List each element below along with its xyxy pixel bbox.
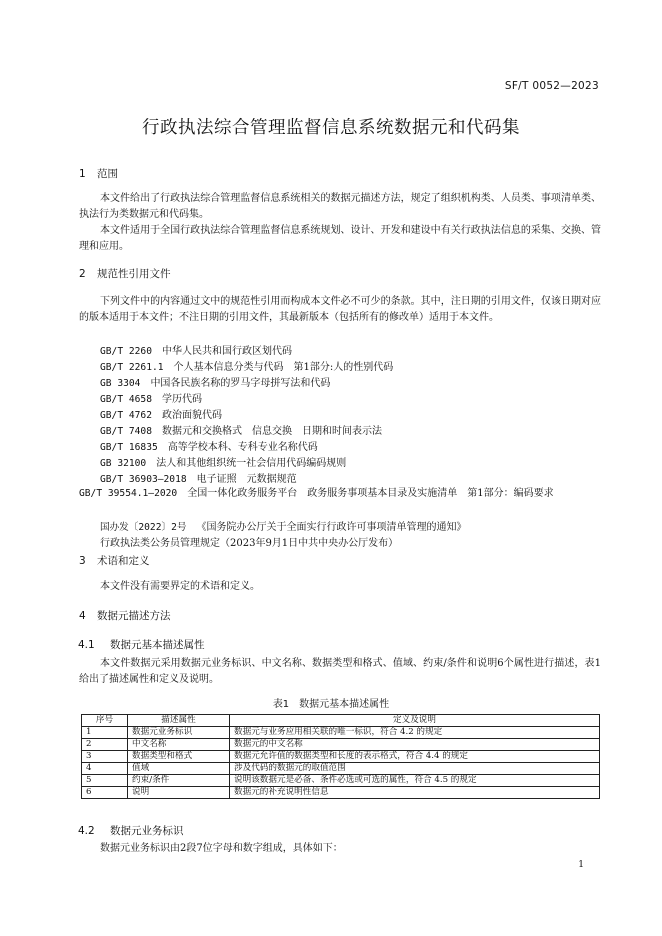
reference-code: GB/T 4658 — [100, 394, 152, 405]
reference-item — [100, 358, 393, 373]
column-header: 描述属性 — [128, 715, 230, 727]
attributes-table — [81, 714, 600, 799]
section-title: 数据元描述方法 — [97, 610, 171, 622]
reference-item — [100, 518, 466, 533]
table-row — [82, 787, 600, 799]
reference-code: GB/T 7408 — [100, 426, 152, 437]
section-number: 3 — [79, 555, 86, 567]
reference-title: 《国务院办公厅关于全面实行行政许可事项清单管理的通知》 — [196, 522, 467, 533]
reference-item — [100, 390, 202, 405]
reference-code: 国办发〔2022〕2号 — [100, 522, 187, 533]
table-cell: 数据元业务标识 — [128, 727, 230, 739]
table-cell: 值域 — [128, 763, 230, 775]
reference-code: GB/T 39554.1—2020 — [79, 488, 178, 499]
references-intro: 下列文件中的内容通过文中的规范性引用而构成本文件必不可少的条款。其中，注日期的引用文件，仅该日期对应的版本适用于本文件；不注日期的引用文件，其最新版本（包括所有的修改单）适用于本文件。 — [79, 296, 601, 323]
attributes-intro: 本文件数据元采用数据元业务标识、中文名称、数据类型和格式、值域、约束/条件和说明6个属性进行描述，表1给出了描述属性和定义及说明。 — [79, 658, 601, 685]
table-cell: 4 — [82, 763, 128, 775]
table-1-caption: 表1 数据元基本描述属性 — [272, 699, 390, 710]
reference-code: GB/T 36903—2018 — [100, 474, 187, 485]
section-3-heading — [79, 553, 150, 568]
reference-title: 学历代码 — [161, 394, 202, 405]
reference-title: 中华人民共和国行政区划代码 — [161, 346, 292, 357]
reference-title: 个人基本信息分类与代码 第1部分:人的性别代码 — [173, 362, 394, 373]
section-title: 范围 — [97, 168, 118, 180]
reference-title: 中国各民族名称的罗马字母拼写法和代码 — [150, 378, 331, 389]
table-cell: 3 — [82, 751, 128, 763]
table-cell: 数据元的中文名称 — [230, 739, 600, 751]
reference-item — [100, 454, 346, 469]
section-number: 4.1 — [78, 639, 95, 651]
standard-code: SF/T 0052—2023 — [504, 80, 599, 92]
section-title: 规范性引用文件 — [97, 268, 171, 280]
section-number: 4 — [79, 610, 86, 622]
table-cell: 说明该数据元是必备、条件必选或可选的属性，符合 4.5 的规定 — [230, 775, 600, 787]
table-cell: 数据类型和格式 — [128, 751, 230, 763]
reference-code: GB/T 2260 — [100, 346, 152, 357]
reference-item — [100, 534, 398, 549]
reference-item — [100, 422, 382, 437]
table-cell: 数据元允许值的数据类型和长度的表示格式，符合 4.4 的规定 — [230, 751, 600, 763]
reference-item — [100, 342, 292, 357]
column-header: 序号 — [82, 715, 128, 727]
section-4-heading — [79, 608, 171, 623]
section-title: 数据元基本描述属性 — [110, 639, 205, 651]
table-header-row — [82, 715, 600, 727]
table-cell: 涉及代码的数据元的取值范围 — [230, 763, 600, 775]
reference-code: GB/T 16835 — [100, 442, 158, 453]
reference-item — [100, 374, 330, 389]
table-cell: 1 — [82, 727, 128, 739]
table-row — [82, 763, 600, 775]
table-row — [82, 727, 600, 739]
table-row — [82, 739, 600, 751]
business-id-paragraph: 数据元业务标识由2段7位字母和数字组成，具体如下： — [100, 843, 343, 854]
reference-title: 政治面貌代码 — [161, 410, 222, 421]
section-title: 数据元业务标识 — [110, 825, 184, 837]
reference-item — [100, 406, 222, 421]
reference-code: GB/T 4762 — [100, 410, 152, 421]
section-number: 1 — [79, 168, 86, 180]
table-cell: 5 — [82, 775, 128, 787]
table-cell: 2 — [82, 739, 128, 751]
reference-title: 高等学校本科、专科专业名称代码 — [167, 442, 318, 453]
scope-paragraph-1: 本文件给出了行政执法综合管理监督信息系统相关的数据元描述方法，规定了组织机构类、人员类、事项清单类、执法行为类数据元和代码集。 — [79, 193, 601, 220]
reference-code: GB 32100 — [100, 458, 147, 469]
table-cell: 6 — [82, 787, 128, 799]
section-4-2-heading — [78, 823, 184, 838]
table-cell: 约束/条件 — [128, 775, 230, 787]
reference-title: 电子证照 元数据规范 — [196, 474, 297, 485]
reference-code: GB/T 2261.1 — [100, 362, 164, 373]
table-row — [82, 751, 600, 763]
reference-item-wrapped — [79, 476, 601, 502]
section-title: 术语和定义 — [97, 555, 150, 567]
column-header: 定义及说明 — [230, 715, 600, 727]
scope-paragraph-2: 本文件适用于全国行政执法综合管理监督信息系统规划、设计、开发和建设中有关行政执法信息的采集、交换、管理和应用。 — [79, 225, 601, 252]
table-cell: 数据元与业务应用相关联的唯一标识，符合 4.2 的规定 — [230, 727, 600, 739]
reference-title: 行政执法类公务员管理规定（2023年9月1日中共中央办公厅发布） — [100, 538, 399, 549]
table-row — [82, 775, 600, 787]
document-title: 行政执法综合管理监督信息系统数据元和代码集 — [142, 118, 520, 138]
section-1-heading — [79, 166, 118, 181]
terms-paragraph: 本文件没有需要界定的术语和定义。 — [100, 581, 260, 592]
reference-title: 全国一体化政务服务平台 政务服务事项基本目录及实施清单 第1部分：编码要求 — [187, 488, 554, 499]
section-4-1-heading — [78, 637, 205, 652]
reference-title: 数据元和交换格式 信息交换 日期和时间表示法 — [161, 426, 382, 437]
table-cell: 说明 — [128, 787, 230, 799]
page-number: 1 — [578, 860, 584, 870]
table-cell: 中文名称 — [128, 739, 230, 751]
reference-item — [100, 438, 318, 453]
reference-title: 法人和其他组织统一社会信用代码编码规则 — [156, 458, 347, 469]
section-number: 2 — [79, 268, 86, 280]
table-cell: 数据元的补充说明性信息 — [230, 787, 600, 799]
reference-code: GB 3304 — [100, 378, 141, 389]
section-2-heading — [79, 266, 171, 281]
section-number: 4.2 — [78, 825, 95, 837]
